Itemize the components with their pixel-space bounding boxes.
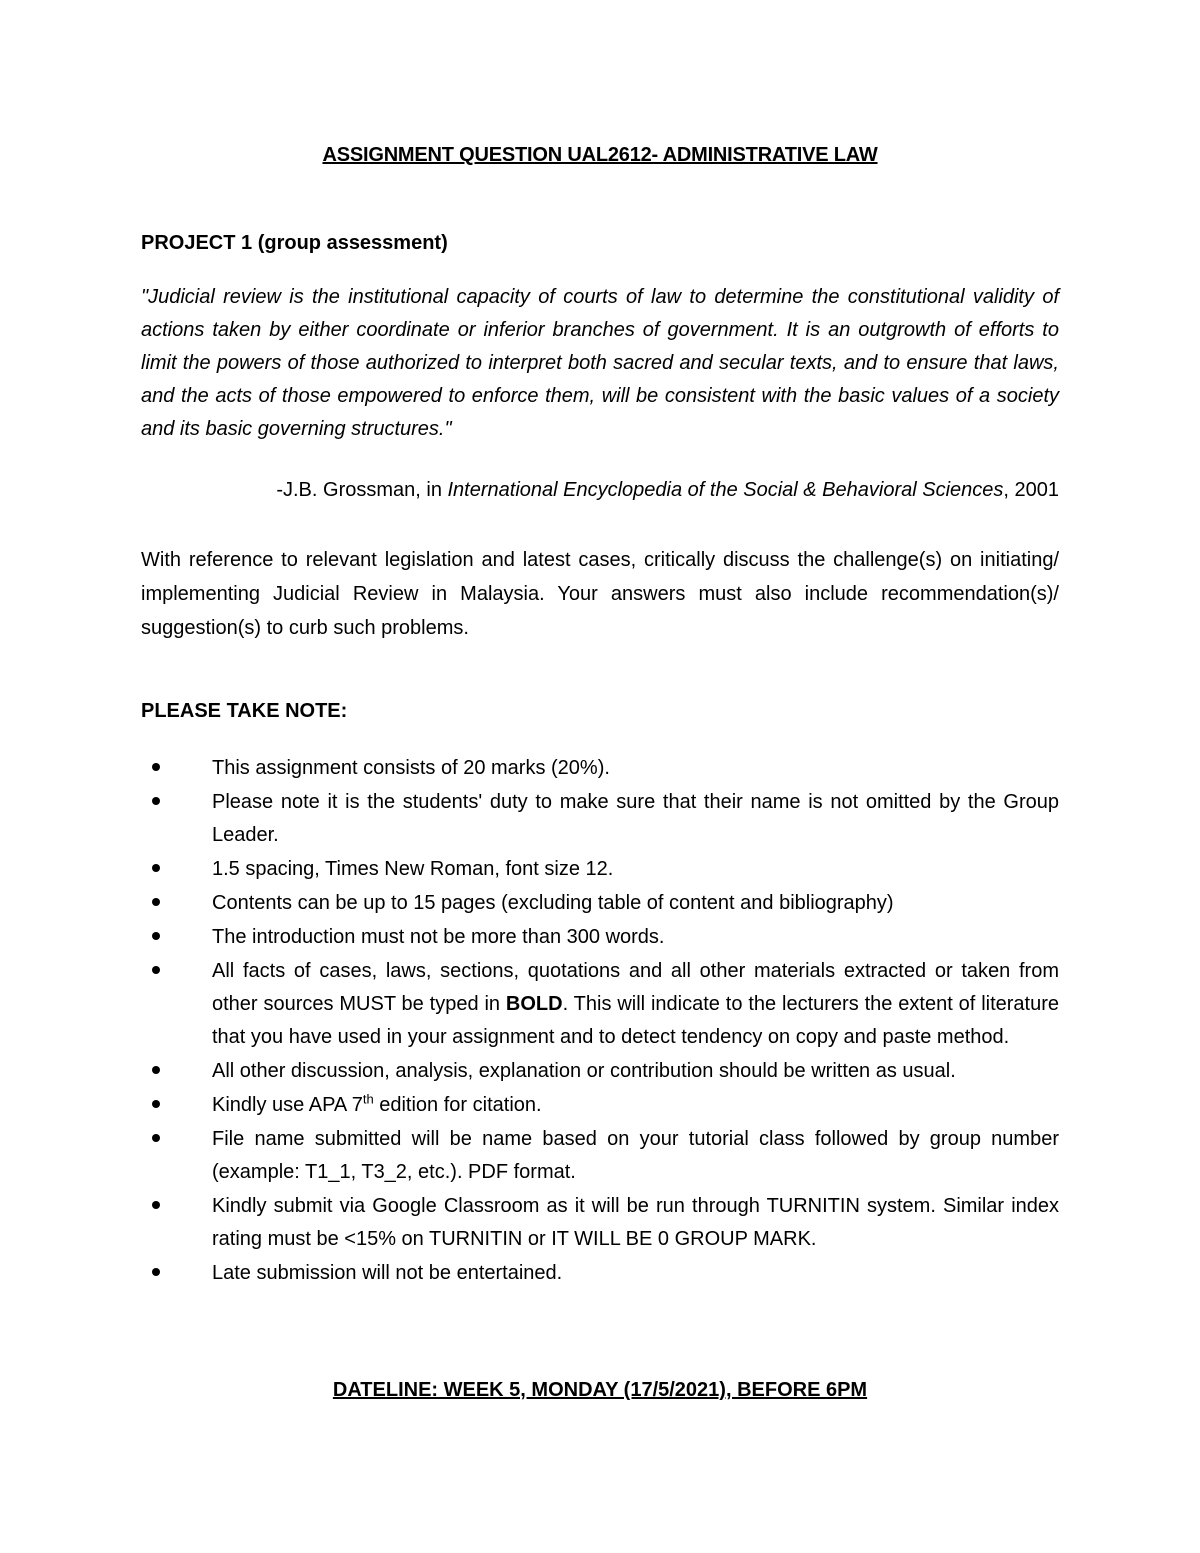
list-item xyxy=(141,786,1059,852)
note-text: This assignment consists of 20 marks (20%). xyxy=(212,757,610,779)
note-text-bold: BOLD xyxy=(505,993,563,1015)
bullet-icon xyxy=(141,955,171,988)
quote-attribution xyxy=(276,479,1059,502)
bullet-icon xyxy=(141,1123,171,1156)
bullet-icon xyxy=(141,921,171,954)
quote-paragraph: "Judicial review is the institutional capacity of courts of law to determine the constitutional validity of actions taken by either coordinate or inferior branches of government. It is an outgrowth of efforts to limit the powers of those authorized to interpret both sacred and secular texts, and to ensure that laws, and the acts of those empowered to enforce them, will be consistent with the basic values of a society and its basic governing structures." xyxy=(141,286,1059,440)
note-text-before: All facts of cases, laws, sections, quotations and all other materials extracted or taken from other sources MUST be typed in xyxy=(212,960,1059,1015)
project-heading: PROJECT 1 (group assessment) xyxy=(141,232,448,254)
note-text: Kindly submit via Google Classroom as it will be run through TURNITIN system. Similar index rating must be <15% on TURNITIN or IT WILL BE 0 GROUP MARK. xyxy=(212,1195,1059,1250)
note-text-after: . This will indicate to the lecturers the extent of literature that you have used in your assignment and to detect tendency on copy and paste method. xyxy=(212,993,1059,1048)
attribution-suffix: , 2001 xyxy=(1003,479,1059,501)
note-text: Please note it is the students' duty to make sure that their name is not omitted by the Group Leader. xyxy=(212,791,1059,846)
list-item xyxy=(141,1190,1059,1256)
list-item xyxy=(141,1089,1059,1122)
note-heading: PLEASE TAKE NOTE: xyxy=(141,700,348,722)
list-item xyxy=(141,853,1059,886)
list-item xyxy=(141,1055,1059,1088)
bullet-icon xyxy=(141,853,171,886)
notes-list xyxy=(141,752,1059,1291)
question-paragraph: With reference to relevant legislation and latest cases, critically discuss the challenge(s) on initiating/ implementing Judicial Review in Malaysia. Your answers must also include recommendation(s)/ suggestion(s) to curb such problems. xyxy=(141,549,1059,639)
list-item xyxy=(141,921,1059,954)
bullet-icon xyxy=(141,1190,171,1223)
bullet-icon xyxy=(141,786,171,819)
bullet-icon xyxy=(141,1055,171,1088)
note-text-after: edition for citation. xyxy=(373,1094,542,1116)
attribution-prefix: -J.B. Grossman, in xyxy=(276,479,448,501)
note-text: Contents can be up to 15 pages (excluding table of content and bibliography) xyxy=(212,892,894,914)
list-item xyxy=(141,1257,1059,1290)
list-item xyxy=(141,887,1059,920)
note-text: Late submission will not be entertained. xyxy=(212,1262,563,1284)
note-text: 1.5 spacing, Times New Roman, font size 12. xyxy=(212,858,614,880)
list-item xyxy=(141,752,1059,785)
deadline-line: DATELINE: WEEK 5, MONDAY (17/5/2021), BEFORE 6PM xyxy=(332,1379,868,1401)
bullet-icon xyxy=(141,1257,171,1290)
attribution-source: International Encyclopedia of the Social & Behavioral Sciences xyxy=(447,479,1004,501)
bullet-icon xyxy=(141,1089,171,1122)
list-item xyxy=(141,1123,1059,1189)
note-text-before: Kindly use APA 7 xyxy=(212,1094,363,1116)
note-text-superscript: th xyxy=(362,1091,374,1107)
bullet-icon xyxy=(141,752,171,785)
note-text: The introduction must not be more than 300 words. xyxy=(212,926,665,948)
note-text: All other discussion, analysis, explanation or contribution should be written as usual. xyxy=(212,1060,956,1082)
list-item xyxy=(141,955,1059,1054)
document-title: ASSIGNMENT QUESTION UAL2612- ADMINISTRATIVE LAW xyxy=(322,144,878,166)
bullet-icon xyxy=(141,887,171,920)
note-text: File name submitted will be name based on your tutorial class followed by group number (example: T1_1, T3_2, etc.). PDF format. xyxy=(212,1128,1059,1183)
